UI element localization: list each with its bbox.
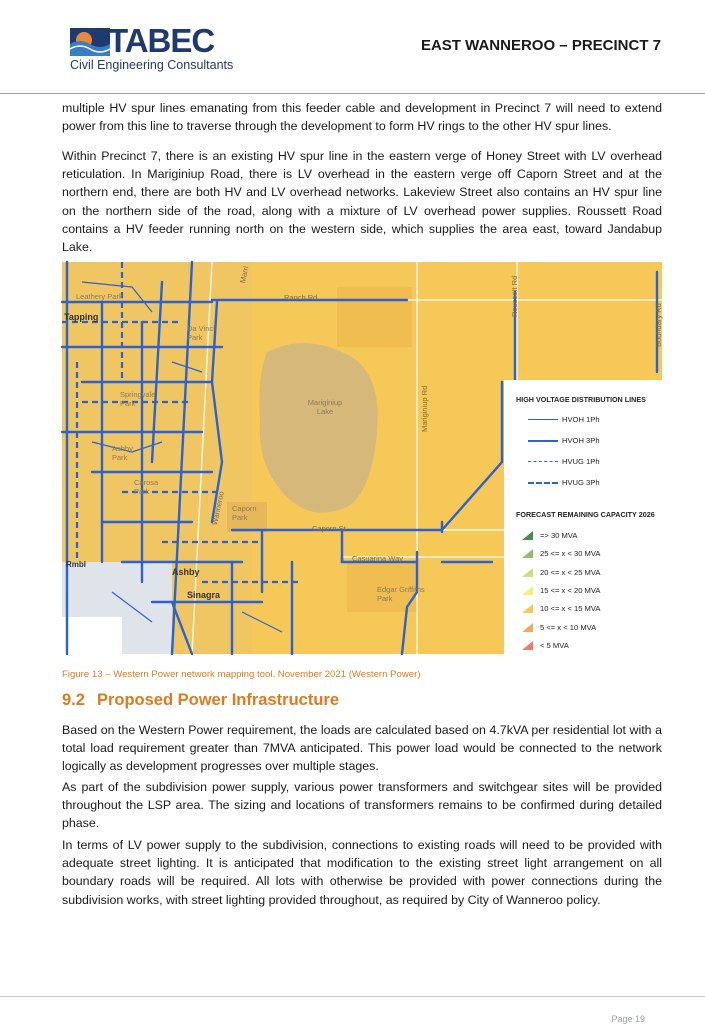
power-network-map xyxy=(62,262,662,654)
document-title: EAST WANNEROO – PRECINCT 7 xyxy=(420,37,661,54)
section-title: Proposed Power Infrastructure xyxy=(96,691,339,709)
legend-item-capacity: 5 <= x < 10 MVA xyxy=(516,622,656,634)
map-label-sinagra: Sinagra xyxy=(187,590,221,600)
map-label-ashby: Ashby xyxy=(172,567,200,577)
legend-item-capacity: => 30 MVA xyxy=(516,530,656,542)
section-heading xyxy=(62,691,339,710)
legend-title-lines: HIGH VOLTAGE DISTRIBUTION LINES xyxy=(516,395,646,404)
logo-subtitle: Civil Engineering Consultants xyxy=(70,58,234,72)
map-label-da-vinci-park: Da Vinci Park xyxy=(187,324,215,342)
map-label-ashby-park: Ashby Park xyxy=(112,444,133,462)
logo-wordmark: TABEC xyxy=(108,22,215,59)
legend-item-capacity: < 5 MVA xyxy=(516,640,656,652)
legend-item-capacity: 20 <= x < 25 MVA xyxy=(516,567,656,579)
body-paragraph: In terms of LV power supply to the subdivision, connections to existing roads will need to be provided with adequate street lighting. It is anticipated that modification to the existing street light arrangement on all boundary roads will be required. All lots with otherwise be provided with power connections during the subdivision works, with street lighting provided throughout, as required by City of Wanneroo policy. xyxy=(62,838,662,907)
map-label-rmbl: Rmbl xyxy=(66,560,86,569)
header-divider xyxy=(0,93,705,94)
legend-item-hvoh-1ph: HVOH 1Ph xyxy=(516,414,656,426)
body-paragraph: multiple HV spur lines emanating from this feeder cable and development in Precinct 7 will need to extend power from this line to traverse through the development to form HV rings to the other HV spur lines. xyxy=(62,101,662,134)
map-label-boundary-rd: Boundary Rd xyxy=(654,303,663,347)
map-label-edgar-griffiths: Edgar Griffiths Park xyxy=(377,585,425,603)
page-header xyxy=(0,0,705,94)
map-label-casuarina-way: Casuarina Way xyxy=(352,554,403,563)
logo-wave-icon xyxy=(70,28,110,56)
legend-item-capacity: 25 <= x < 30 MVA xyxy=(516,548,656,560)
body-paragraph: As part of the subdivision power supply, various power transformers and switchgear sites will be provided throughout the LSP area. The sizing and locations of transformers remains to be confirmed during detailed phase. xyxy=(62,780,662,831)
legend-item-hvoh-3ph: HVOH 3Ph xyxy=(516,435,656,447)
body-paragraph: Within Precinct 7, there is an existing HV spur line in the eastern verge of Honey Street with LV overhead reticulation. In Mariginiup Road, there is LV overhead in the eastern verge off Caporn Street and at the northern end, there are both HV and LV overhead networks. Lakeview Street also contains an HV spur line on the northern side of the road, along with a mixture of LV overhead power supplies. Roussett Road contains a HV feeder running north on the western side, which supplies the area east, toward Jandabup Lake. xyxy=(62,149,662,255)
map-label-mariginiup-rd: Mariginiup Rd xyxy=(420,385,429,432)
map-label-roussett-rd: Roussett Rd xyxy=(510,275,519,317)
body-paragraph: Based on the Western Power requirement, the loads are calculated based on 4.7kVA per residential lot with a total load requirement greater than 7MVA anticipated. This power load would be connected to the network logically as development progresses over multiple stages. xyxy=(62,723,662,774)
map-label-springvale-park: Springvale Park xyxy=(120,390,156,408)
footer-divider xyxy=(0,996,705,997)
map-label-caporn-park: Caporn Park xyxy=(232,504,257,522)
page-number: Page 19 xyxy=(611,1014,645,1024)
map-label-leathery-park: Leathery Park xyxy=(76,292,123,301)
section-number: 9.2 xyxy=(62,691,85,709)
map-label-caporn-st: Caporn St xyxy=(312,524,346,533)
legend-item-hvug-1ph: HVUG 1Ph xyxy=(516,456,656,468)
map-label-tapping: Tapping xyxy=(64,312,99,322)
map-legend xyxy=(504,380,662,654)
legend-item-hvug-3ph: HVUG 3Ph xyxy=(516,477,656,489)
legend-title-capacity: FORECAST REMAINING CAPACITY 2026 xyxy=(516,510,655,519)
legend-item-capacity: 15 <= x < 20 MVA xyxy=(516,585,656,597)
map-label-wanneroo-rd: Wanneroo xyxy=(210,490,226,526)
legend-item-capacity: 10 <= x < 15 MVA xyxy=(516,603,656,615)
tabec-logo xyxy=(70,22,245,76)
map-label-carosa-park: Carosa Park xyxy=(134,478,159,496)
map-label-marri: Marri xyxy=(238,265,251,284)
figure-caption: Figure 13 – Western Power network mapping tool. November 2021 (Western Power) xyxy=(62,669,421,680)
map-label-ranch-rd: Ranch Rd xyxy=(284,293,318,302)
map-label-lake: Mariginiup Lake xyxy=(307,398,343,416)
